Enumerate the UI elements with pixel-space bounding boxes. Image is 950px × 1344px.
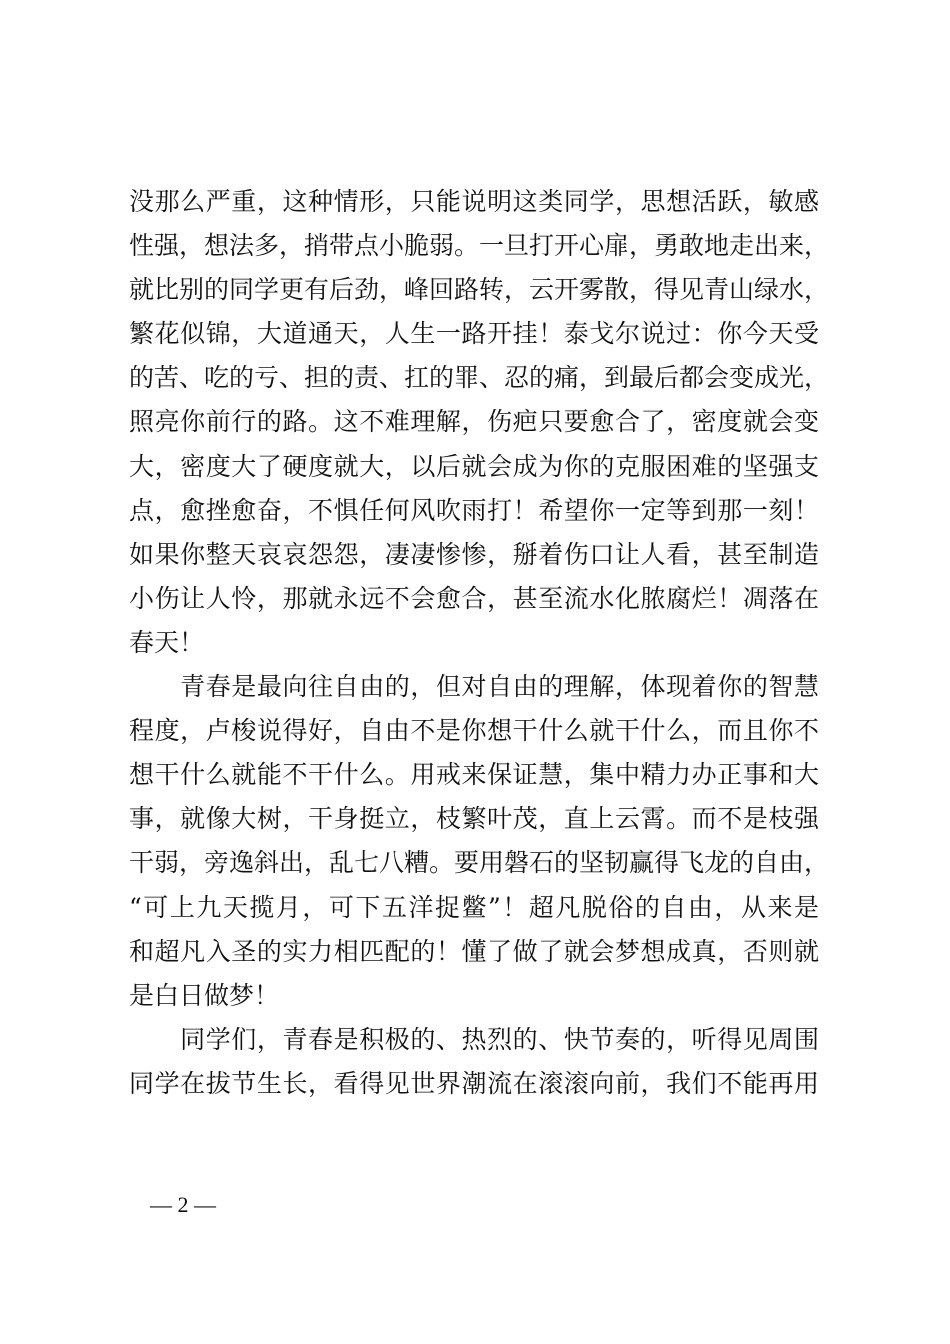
text-line: 点，愈挫愈奋，不惧任何风吹雨打！希望你一定等到那一刻！ — [129, 495, 819, 525]
text-line: 是白日做梦！ — [129, 980, 280, 1010]
text-line: 事，就像大树，干身挺立，枝繁叶茂，直上云霄。而不是枝强 — [129, 804, 819, 834]
text-line: “可上九天揽月，可下五洋捉鳖”！超凡脱俗的自由，从来是 — [129, 892, 819, 922]
text-line: 程度，卢梭说得好，自由不是你想干什么就干什么，而且你不 — [129, 716, 819, 746]
text-line: 同学们，青春是积极的、热烈的、快节奏的，听得见周围 — [129, 1024, 819, 1054]
paragraph-3 — [129, 1018, 819, 1106]
text-line: 性强，想法多，捎带点小脆弱。一旦打开心扉，勇敢地走出来， — [129, 231, 830, 261]
text-line: 青春是最向往自由的，但对自由的理解，体现着你的智慧 — [129, 672, 819, 702]
text-line: 春天！ — [129, 627, 205, 657]
text-line: 繁花似锦，大道通天，人生一路开挂！泰戈尔说过：你今天受 — [129, 319, 819, 349]
text-line: 大，密度大了硬度就大，以后就会成为你的克服困难的坚强支 — [129, 451, 819, 481]
page-number: — 2 — — [150, 1192, 216, 1217]
text-line: 没那么严重，这种情形，只能说明这类同学，思想活跃，敏感 — [129, 187, 819, 216]
text-line: 同学在拔节生长，看得见世界潮流在滚滚向前，我们不能再用 — [129, 1068, 819, 1098]
paragraph-1 — [129, 180, 830, 665]
paragraph-2 — [129, 665, 830, 1018]
text-line: 干弱，旁逸斜出，乱七八糟。要用磐石的坚韧赢得飞龙的自由， — [129, 848, 830, 878]
text-line: 小伤让人怜，那就永远不会愈合，甚至流水化脓腐烂！凋落在 — [129, 583, 819, 613]
text-line: 就比别的同学更有后劲，峰回路转，云开雾散，得见青山绿水， — [129, 275, 830, 305]
text-line: 照亮你前行的路。这不难理解，伤疤只要愈合了，密度就会变 — [129, 407, 819, 437]
text-line: 想干什么就能不干什么。用戒来保证慧，集中精力办正事和大 — [129, 760, 819, 790]
text-line: 和超凡入圣的实力相匹配的！懂了做了就会梦想成真，否则就 — [129, 936, 819, 966]
text-line: 的苦、吃的亏、担的责、扛的罪、忍的痛，到最后都会变成光， — [129, 363, 830, 393]
text-line: 如果你整天哀哀怨怨，凄凄惨惨，掰着伤口让人看，甚至制造 — [129, 539, 819, 569]
body-text — [129, 180, 830, 1106]
